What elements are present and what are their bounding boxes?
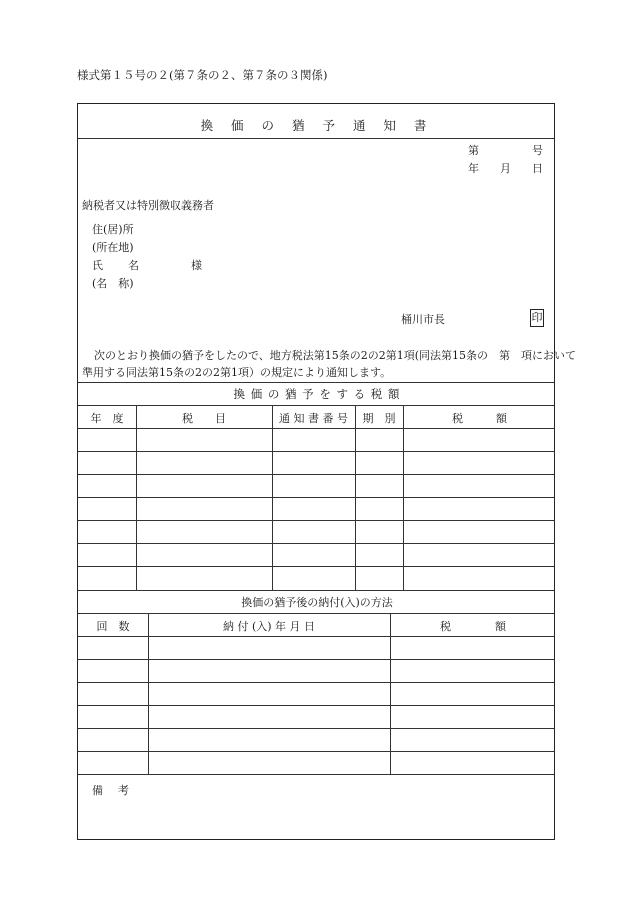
tax-table-row <box>78 451 554 452</box>
payment-table-row <box>78 751 554 752</box>
tax-col-notice-number: 通 知 書 番 号 <box>279 412 348 425</box>
payment-table-heading: 換価の猶予後の納付(入)の方法 <box>241 596 393 609</box>
name-label-2: 名 <box>128 259 139 272</box>
tax-col-year: 年 度 <box>90 412 124 425</box>
addressee-heading: 納税者又は特別徴収義務者 <box>82 199 214 212</box>
payment-table-row <box>78 659 554 660</box>
notice-line-1: 次のとおり換価の猶予をしたので、地方税法第15条の2の2第1項(同法第15条の 第 項において <box>94 349 577 362</box>
tax-table-header-top <box>78 405 554 406</box>
tax-table-row <box>78 566 554 567</box>
payment-table-bottom <box>78 774 554 775</box>
issuer-name: 桶川市長 <box>401 313 445 326</box>
tax-col-divider <box>355 405 356 590</box>
tax-col-divider <box>136 405 137 590</box>
tax-table-row <box>78 520 554 521</box>
tax-col-amount: 税 額 <box>452 412 507 425</box>
payment-col-count: 回 数 <box>96 620 130 633</box>
notice-form <box>77 103 577 840</box>
doc-number-prefix: 第 <box>468 144 479 157</box>
tax-col-period: 期 別 <box>362 412 396 425</box>
title-name-label: (名 称) <box>92 277 134 290</box>
location-label: (所在地) <box>92 241 134 254</box>
tax-table-row <box>78 474 554 475</box>
tax-col-tax-item: 税 目 <box>182 412 226 425</box>
payment-table-row <box>78 682 554 683</box>
payment-table-top <box>78 590 554 591</box>
date-month: 月 <box>500 162 511 175</box>
tax-col-divider <box>272 405 273 590</box>
payment-table-header-top <box>78 613 554 614</box>
payment-col-date: 納 付 (入) 年 月 日 <box>222 620 316 633</box>
payment-table-row <box>78 728 554 729</box>
doc-number-suffix: 号 <box>532 144 543 157</box>
form-number-caption: 様式第１５号の２(第７条の２、第７条の３関係) <box>77 68 328 82</box>
payment-table-row <box>78 636 554 637</box>
notice-text <box>78 347 577 381</box>
honorific-label: 様 <box>191 259 202 272</box>
tax-table-row <box>78 428 554 429</box>
form-title: 換 価 の 猶 予 通 知 書 <box>200 118 434 133</box>
tax-table-heading: 換 価 の 猶 予 を す る 税 額 <box>233 387 401 401</box>
address-label: 住(居)所 <box>92 223 134 236</box>
tax-table-row <box>78 497 554 498</box>
date-day: 日 <box>532 162 543 175</box>
tax-table-row <box>78 543 554 544</box>
payment-col-divider <box>148 613 149 774</box>
tax-col-divider <box>403 405 404 590</box>
notice-line-2: 準用する同法第15条の2の2第1項）の規定により通知します。 <box>82 366 392 379</box>
date-year: 年 <box>468 162 479 175</box>
tax-table-top <box>78 382 554 383</box>
seal-mark: 印 <box>530 309 544 327</box>
payment-col-divider <box>390 613 391 774</box>
payment-table-row <box>78 705 554 706</box>
payment-col-amount: 税 額 <box>440 620 506 633</box>
name-label-1: 氏 <box>92 259 103 272</box>
remarks-label: 備 考 <box>92 784 131 797</box>
title-divider <box>78 138 554 139</box>
